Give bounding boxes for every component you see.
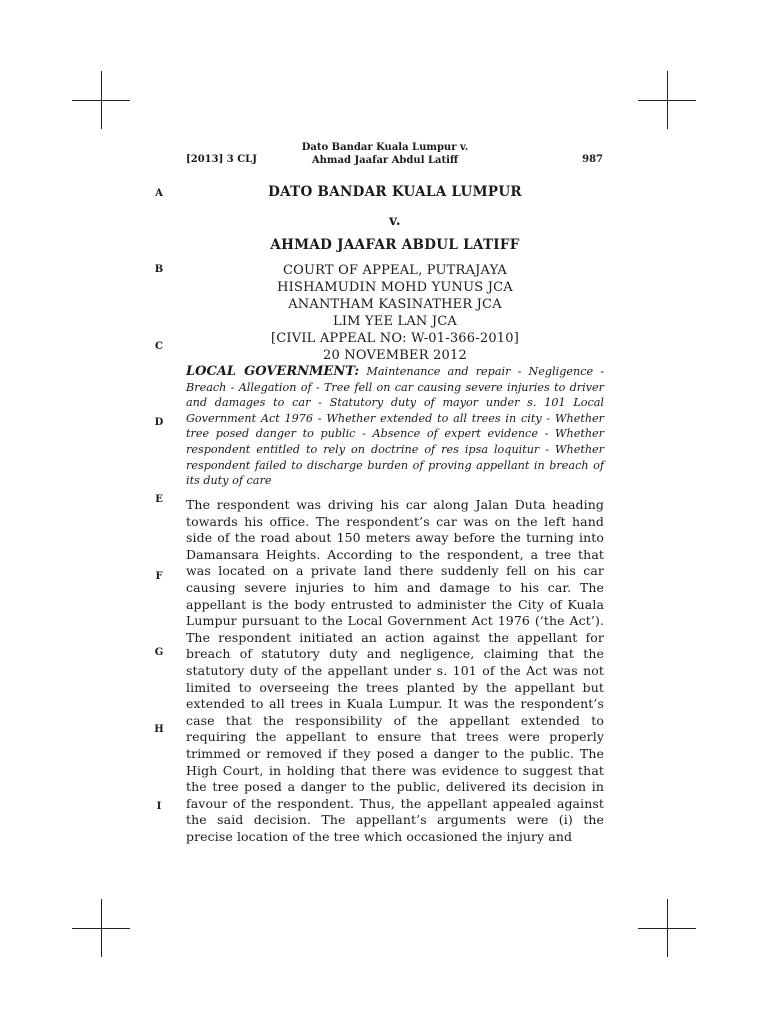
catchwords xyxy=(186,364,604,489)
margin-letter: G xyxy=(154,647,164,658)
court-name: COURT OF APPEAL, PUTRAJAYA xyxy=(283,263,507,278)
respondent-block xyxy=(186,237,604,253)
crop-mark xyxy=(101,71,102,129)
catchwords-text: Maintenance and repair - Negligence - Breach - Allegation of - Tree fell on car causing severe injuries to driver and damages to car - Statutory duty of mayor under s. 101 Local Government Act 1976 - Whether extended to all trees in city - Whether tree posed danger to public - Absence of expert evidence - Whether respondent entitled to rely on doctrine of res ipsa loquitur - Whether respondent failed to discharge burden of proving appellant in breach of its duty of care xyxy=(186,365,605,488)
margin-letter: E xyxy=(155,494,163,505)
margin-letter: D xyxy=(154,417,164,428)
appeal-number: [CIVIL APPEAL NO: W-01-366-2010] xyxy=(270,331,520,346)
running-header xyxy=(280,141,490,167)
crop-mark xyxy=(101,899,102,957)
margin-letter: C xyxy=(155,341,163,352)
judge-name: LIM YEE LAN JCA xyxy=(333,314,457,329)
crop-mark xyxy=(667,71,668,129)
judge-name: HISHAMUDIN MOHD YUNUS JCA xyxy=(277,280,513,295)
versus: v. xyxy=(389,213,401,229)
crop-mark xyxy=(667,899,668,957)
catchwords-lead: LOCAL GOVERNMENT: xyxy=(186,364,360,379)
court-block xyxy=(186,262,604,364)
case-name-line1: Dato Bandar Kuala Lumpur v. xyxy=(301,142,469,153)
margin-letter: F xyxy=(155,571,163,582)
margin-letter: A xyxy=(155,188,163,199)
report-citation: [2013] 3 CLJ xyxy=(186,154,257,165)
margin-letter: B xyxy=(154,264,164,275)
appellant-name: DATO BANDAR KUALA LUMPUR xyxy=(268,184,522,200)
margin-letter: I xyxy=(156,801,162,812)
case-name-line2: Ahmad Jaafar Abdul Latiff xyxy=(311,155,459,166)
page-number: 987 xyxy=(582,154,603,165)
headnote-paragraph: The respondent was driving his car along Jalan Duta heading towards his office. The respondent’s car was on the left hand side of the road about 150 meters away before the turning into Damansara Heights. According to the respondent, a tree that was located on a private land there suddenly fell on his car causing severe injuries to him and damage to his car. The appellant is the body entrusted to administer the City of Kuala Lumpur pursuant to the Local Government Act 1976 (‘the Act’). The respondent initiated an action against the appellant for breach of statutory duty and negligence, claiming that the statutory duty of the appellant under s. 101 of the Act was not limited to overseeing the trees planted by the appellant but extended to all trees in Kuala Lumpur. It was the respondent’s case that the responsibility of the appellant extended to requiring the appellant to ensure that trees were properly trimmed or removed if they posed a danger to the public. The High Court, in holding that there was evidence to suggest that the tree posed a danger to the public, delivered its decision in favour of the respondent. Thus, the appellant appealed against the said decision. The appellant’s arguments were (i) the precise location of the tree which occasioned the injury and xyxy=(186,497,604,844)
judgment-date: 20 NOVEMBER 2012 xyxy=(323,348,467,363)
versus-block xyxy=(186,213,604,229)
case-title-block xyxy=(186,184,604,200)
judge-name: ANANTHAM KASINATHER JCA xyxy=(288,297,502,312)
respondent-name: AHMAD JAAFAR ABDUL LATIFF xyxy=(270,237,520,253)
margin-letter: H xyxy=(154,724,164,735)
